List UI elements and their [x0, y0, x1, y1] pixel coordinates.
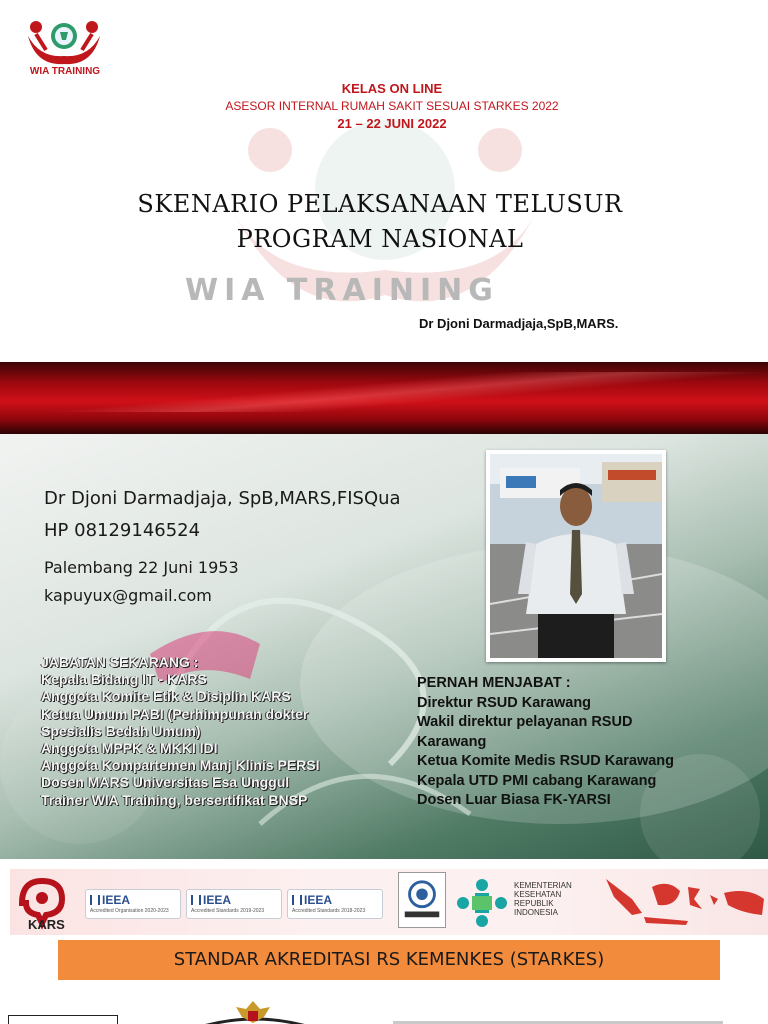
profile-phone: HP 08129146524	[44, 520, 201, 541]
band-highlight	[0, 372, 768, 412]
starkes-heading-bar	[58, 940, 720, 980]
kemenkes-line: KEMENTERIAN	[514, 881, 572, 890]
current-positions	[41, 654, 319, 809]
ieea-label: IEEA	[102, 893, 131, 907]
current-position-item: Anggota Komite Etik & Disiplin KARS	[41, 688, 291, 705]
kemenkes-logo	[455, 877, 509, 929]
standards-slide	[0, 859, 768, 1024]
current-position-item: Trainer WIA Training, bersertifikat BNSP	[41, 791, 308, 808]
ieea-badge	[186, 889, 282, 919]
past-position-item: Ketua Komite Medis RSUD Karawang	[417, 753, 675, 769]
indonesia-map-icon	[602, 869, 768, 929]
starkes-heading: STANDAR AKREDITASI RS KEMENKES (STARKES)	[173, 949, 605, 970]
past-position-item: Kepala UTD PMI cabang Karawang	[417, 772, 657, 789]
past-positions	[417, 674, 674, 811]
ieea-label: IEEA	[304, 893, 333, 907]
kemenkes-line: INDONESIA	[514, 908, 559, 917]
logo-text: WIA TRAINING	[29, 66, 101, 77]
event-subtitle: ASESOR INTERNAL RUMAH SAKIT SESUAI STARKES 2022	[225, 99, 559, 113]
person-photo-image	[490, 454, 662, 658]
author-name: Dr Djoni Darmadjaja,SpB,MARS.	[419, 316, 619, 331]
ieea-badge-caption: Accredited Standards 2018-2023	[292, 908, 366, 914]
ieea-label: IEEA	[203, 893, 232, 907]
red-divider-band	[0, 362, 768, 434]
past-position-item: Wakil direktur pelayanan RSUD	[417, 714, 633, 730]
garuda-emblem-icon	[230, 997, 276, 1024]
ieea-icon	[90, 895, 100, 905]
current-position-item: Spesialis Bedah Umum)	[41, 722, 201, 739]
slide-title-line2: PROGRAM NASIONAL	[236, 225, 524, 253]
kars-label: KARS	[28, 917, 65, 932]
past-positions-heading: PERNAH MENJABAT :	[417, 675, 571, 691]
past-position-item: Karawang	[417, 733, 487, 750]
watermark-text: WIA TRAINING	[185, 273, 499, 308]
ieea-badge	[85, 889, 181, 919]
event-dates: 21 – 22 JUNI 2022	[337, 116, 447, 131]
current-position-item: Ketua Umum PABI (Perhimpunan dokter	[41, 705, 309, 722]
current-position-item: Anggota MPPK & MKKI IDI	[41, 740, 218, 757]
current-position-item: Dosen MARS Universitas Esa Unggul	[41, 774, 290, 791]
profile-name: Dr Djoni Darmadjaja, SpB,MARS,FISQua	[44, 488, 401, 509]
current-position-item: Anggota Kompartemen Manj Klinis PERSI	[41, 757, 320, 774]
current-position-item: Kepala Bidang IT - KARS	[41, 671, 207, 688]
past-position-item: Dosen Luar Biasa FK-YARSI	[417, 792, 611, 808]
ieea-badge	[287, 889, 383, 919]
kemenkes-text	[514, 881, 572, 917]
ieea-badge-caption: Accredited Standards 2019-2023	[191, 908, 265, 914]
kemenkes-line: KESEHATAN	[514, 890, 562, 899]
current-positions-heading: JABATAN SEKARANG :	[41, 654, 199, 670]
kemenkes-line: REPUBLIK	[514, 899, 554, 908]
profile-slide	[0, 434, 768, 859]
profile-photo	[486, 450, 666, 662]
profile-birth: Palembang 22 Juni 1953	[44, 558, 239, 577]
past-position-item: Direktur RSUD Karawang	[417, 694, 592, 711]
ieea-badge-caption: Accredited Organisation 2020-2023	[90, 908, 169, 914]
ieea-icon	[292, 895, 302, 905]
bottom-left-box	[8, 1015, 118, 1024]
isqua-badge-icon	[398, 872, 446, 928]
title-slide	[0, 0, 768, 362]
ieea-icon	[191, 895, 201, 905]
event-title: KELAS ON LINE	[341, 81, 443, 96]
profile-email: kapuyux@gmail.com	[44, 586, 212, 605]
slide-title-line1: SKENARIO PELAKSANAAN TELUSUR	[137, 190, 623, 218]
